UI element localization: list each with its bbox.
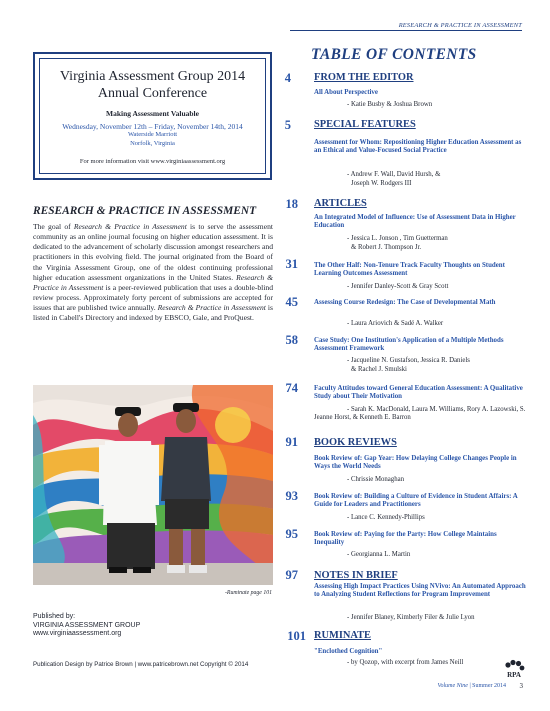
- publisher-name: VIRGINIA ASSESSMENT GROUP: [33, 621, 141, 629]
- toc-authors: - Chrissie Monaghan: [347, 476, 405, 483]
- toc-authors: - Jennifer Danley-Scott & Gray Scott: [347, 283, 449, 290]
- page-number: 95: [285, 527, 298, 541]
- publisher-block: [33, 613, 140, 639]
- page-number: 74: [285, 381, 298, 395]
- rpa-text: is a peer-reviewed publication that uses a double-blind review process. Approximately forty percent of submissions are accepted for issues that are published twice annually.: [33, 282, 274, 313]
- rpa-text: is to serve the assessment community as an online journal focusing on higher education assessment. It is dedicated to the advancement of scholarly discussion amongst researchers and practitioners in this evolving field. The journal originated from the Board of the Virginia Assessment Group, one of the oldest continuing professional higher education assessment organizations in the United States.: [33, 222, 273, 282]
- journal-name: Research & Practice in Assessment: [73, 222, 187, 231]
- toc-authors: Joseph W. Rodgers III: [351, 180, 412, 187]
- section-articles[interactable]: ARTICLES: [314, 198, 367, 209]
- conference-subtitle: Annual Conference: [97, 86, 208, 101]
- toc-authors: - Jacqueline N. Gustafson, Jessica R. Daniels: [347, 357, 470, 364]
- conference-theme: Making Assessment Valuable: [106, 109, 199, 118]
- page-number: 18: [285, 197, 298, 211]
- ruminate-photo: [33, 385, 273, 585]
- page-number: 97: [285, 568, 298, 582]
- toc-article-link[interactable]: Book Review of: Gap Year: How Delaying College Changes People in Ways the World Needs: [314, 455, 517, 471]
- section-from-the-editor[interactable]: FROM THE EDITOR: [314, 72, 414, 83]
- toc-authors: - Lance C. Kennedy-Phillips: [347, 514, 425, 521]
- toc-authors: - Andrew F. Wall, David Hursh, &: [347, 171, 441, 178]
- rpa-text: is listed in Cabell's Directory and indexed by EBSCO, Gale, and ProQuest.: [33, 303, 273, 323]
- toc-article-link[interactable]: Book Review of: Building a Culture of Evidence in Student Affairs: A Guide for Leaders and Practitioners: [314, 493, 518, 509]
- page-number: 91: [285, 435, 298, 449]
- footer-volume: Volume Nine: [437, 683, 468, 689]
- toc-article-link[interactable]: Case Study: One Institution's Application of a Multiple Methods Assessment Framework: [314, 337, 504, 353]
- footer-issue-date: | Summer 2014: [467, 683, 506, 689]
- page-number: 4: [284, 71, 291, 85]
- toc-authors: - Jennifer Blaney, Kimberly Filer & Julie Lyon: [347, 614, 475, 621]
- toc-authors: - Katie Busby & Joshua Brown: [347, 101, 433, 108]
- page-number: 31: [285, 257, 298, 271]
- conference-dates: Wednesday, November 12th – Friday, November 14th, 2014: [62, 122, 243, 131]
- toc-article-link[interactable]: Assessing High Impact Practices Using NVivo: An Automated Approach to Analyzing Student Reflections for Program Improvement: [314, 583, 526, 599]
- page-number-footer: 3: [519, 682, 523, 690]
- toc-authors: & Rachel J. Smulski: [351, 366, 407, 373]
- page-number: 58: [285, 333, 298, 347]
- rpa-description: [33, 222, 273, 324]
- toc-authors: & Robert J. Thompson Jr.: [351, 244, 422, 251]
- toc-authors: - Jessica L. Jonson , Tim Guetterman: [347, 235, 448, 242]
- toc-article-link[interactable]: "Enclothed Cognition": [314, 648, 383, 655]
- toc-article-link[interactable]: All About Perspective: [314, 89, 378, 96]
- toc-article-link[interactable]: Faculty Attitudes toward General Education Assessment: A Qualitative Study about Their Motivation: [314, 385, 523, 401]
- section-book-reviews[interactable]: BOOK REVIEWS: [314, 437, 397, 448]
- conference-city: Norfolk, Virginia: [130, 139, 175, 147]
- header-rule: [290, 30, 522, 31]
- conference-box-inner: [39, 58, 266, 174]
- conference-title: Virginia Assessment Group 2014: [59, 69, 246, 84]
- conference-box: [33, 52, 272, 180]
- journal-name: Research & Practice in Assessment: [33, 272, 273, 292]
- page-number: 93: [285, 489, 298, 503]
- svg-text:RPA: RPA: [507, 671, 521, 679]
- toc-article-link[interactable]: Assessment for Whom: Repositioning Higher Education Assessment as an Ethical and Value-Focused Social Practice: [314, 139, 522, 155]
- publisher-url[interactable]: www.virginiaassessment.org: [33, 630, 122, 638]
- section-ruminate[interactable]: RUMINATE: [314, 630, 371, 641]
- section-special-features[interactable]: SPECIAL FEATURES: [314, 119, 416, 130]
- rpa-text: The goal of: [33, 222, 74, 231]
- toc-article-link[interactable]: An Integrated Model of Influence: Use of Assessment Data in Higher Education: [314, 214, 516, 230]
- toc-authors: - Sarah K. MacDonald, Laura M. Williams, Rory A. Lazowski, S. Jeanne Horst, & Kenneth E. Barron: [314, 406, 526, 422]
- running-head: RESEARCH & PRACTICE IN ASSESSMENT: [398, 22, 522, 29]
- toc-authors: - Laura Ariovich & Sadé A. Walker: [347, 320, 444, 327]
- toc-authors: - by Qozop, with excerpt from James Neill: [347, 659, 464, 666]
- section-notes-in-brief[interactable]: NOTES IN BRIEF: [314, 570, 398, 581]
- rpa-paw-logo-icon: [502, 659, 526, 683]
- mural-photo-illustration: [33, 385, 273, 585]
- conference-venue: Waterside Marriott: [127, 131, 178, 138]
- toc-article-link[interactable]: Assessing Course Redesign: The Case of Developmental Math: [314, 299, 496, 306]
- conference-info[interactable]: For more information visit www.virginiaassessment.org: [79, 158, 226, 165]
- page-number: 101: [287, 629, 306, 643]
- page-number: 5: [284, 118, 291, 132]
- rpa-heading: RESEARCH & PRACTICE IN ASSESSMENT: [33, 205, 257, 217]
- page-number: 45: [285, 295, 298, 309]
- design-credit: Publication Design by Patrice Brown | www.patricebrown.net Copyright © 2014: [33, 661, 249, 668]
- footer-issue: [437, 683, 506, 689]
- toc-article-link[interactable]: The Other Half: Non-Tenure Track Faculty Thoughts on Student Learning Outcomes Assessment: [314, 262, 505, 278]
- toc-authors: - Georgianna L. Martin: [347, 551, 411, 558]
- toc-article-link[interactable]: Book Review of: Paying for the Party: How College Maintains Inequality: [314, 531, 497, 547]
- photo-caption: -Ruminate page 101: [225, 590, 273, 596]
- journal-name: Research & Practice in Assessment: [157, 303, 266, 313]
- toc-title: TABLE OF CONTENTS: [311, 46, 477, 63]
- publisher-label: Published by:: [33, 613, 76, 620]
